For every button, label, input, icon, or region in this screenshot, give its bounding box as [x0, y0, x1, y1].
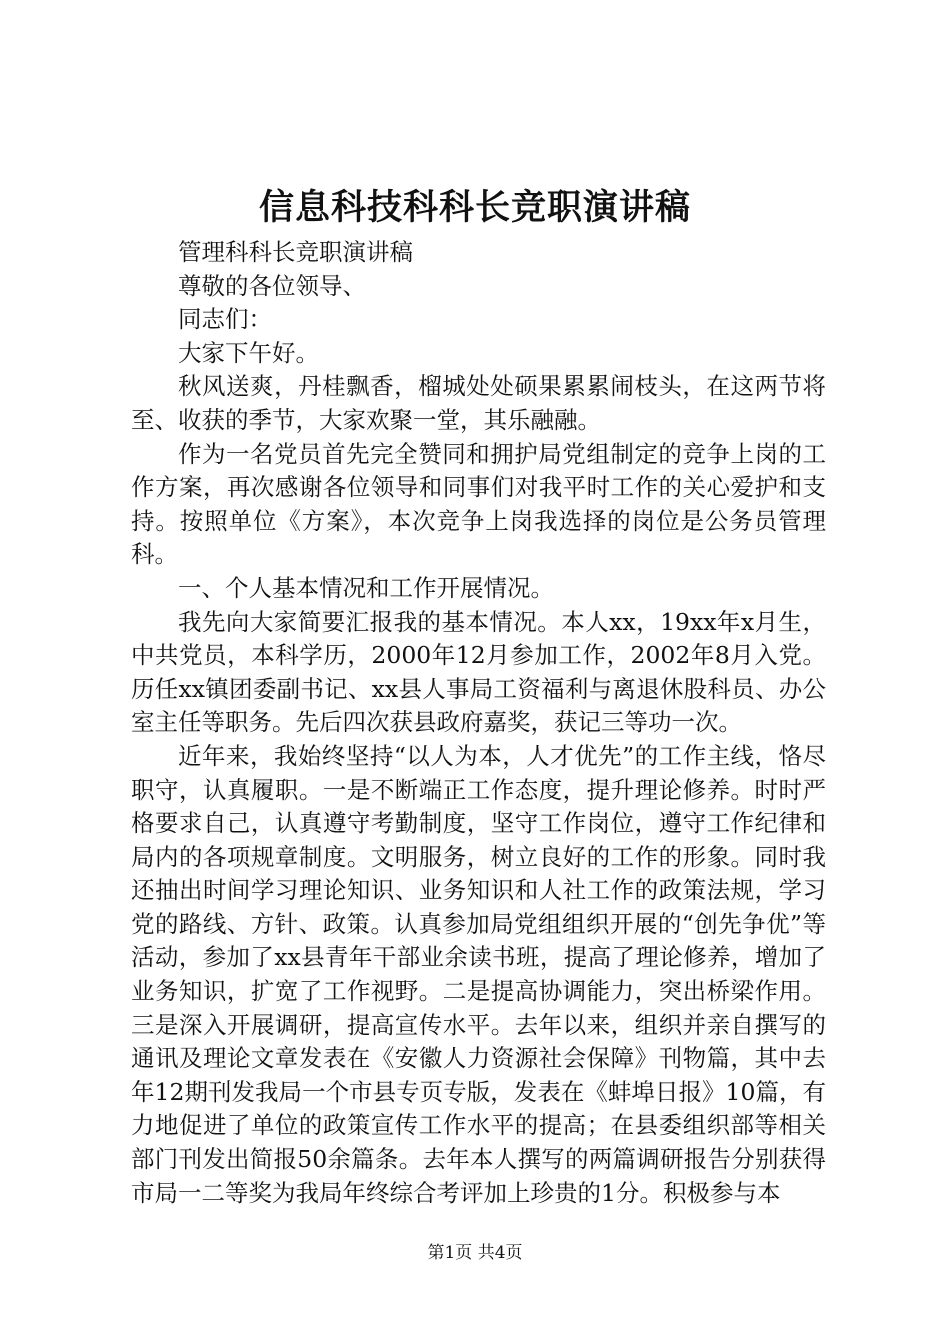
paragraph-salutation: 尊敬的各位领导、 — [178, 271, 366, 300]
page-number-footer: 第1页 共4页 — [427, 1243, 523, 1263]
paragraph-greeting: 大家下午好。 — [178, 338, 319, 367]
document-title: 信息科技科科长竞职演讲稿 — [258, 187, 691, 228]
paragraph-work-summary: 近年来，我始终坚持“以人为本，人才优先”的工作主线，恪尽职守，认真履职。一是不断端正工作态度，提升理论修养。时时严格要求自己，认真遵守考勤制度，坚守工作岗位，遵守工作纪律和局内的各项规章制度。文明服务，树立良好的工作的形象。同时我还抽出时间学习理论知识、业务知识和人社工作的政策法规，学习党的路线、方针、政策。认真参加局党组组织开展的“创先争优”等活动，参加了xx县青年干部业余读书班，提高了理论修养，增加了业务知识，扩宽了工作视野。二是提高协调能力，突出桥梁作用。三是深入开展调研，提高宣传水平。去年以来，组织并亲自撰写的通讯及理论文章发表在《安徽人力资源社会保障》刊物篇，其中去年12期刊发我局一个市县专页专版，发表在《蚌埠日报》10篇，有力地促进了单位的政策宣传工作水平的提高；在县委组织部等相关部门刊发出简报50余篇条。去年本人撰写的两篇调研报告分别获得市局一二等奖为我局年终综合考评加上珍贵的1分。积极参与本 — [131, 741, 826, 1207]
document-body — [131, 236, 826, 1210]
section-heading: 一、个人基本情况和工作开展情况。 — [178, 573, 554, 602]
paragraph-opening: 秋风送爽，丹桂飘香，榴城处处硕果累累闹枝头，在这两节将至、收获的季节，大家欢聚一堂，其乐融融。 — [131, 372, 826, 434]
paragraph-subtitle: 管理科科长竞职演讲稿 — [178, 238, 413, 266]
paragraph-intro: 作为一名党员首先完全赞同和拥护局党组制定的竞争上岗的工作方案，再次感谢各位领导和同事们对我平时工作的关心爱护和支持。按照单位《方案》，本次竞争上岗我选择的岗位是公务员管理科。 — [131, 439, 826, 569]
paragraph-basic-info: 我先向大家简要汇报我的基本情况。本人xx，19xx年x月生，中共党员，本科学历，2000年12月参加工作，2002年8月入党。历任xx镇团委副书记、xx县人事局工资福利与离退休股科员、办公室主任等职务。先后四次获县政府嘉奖，获记三等功一次。 — [131, 607, 826, 737]
paragraph-salutation-2: 同志们： — [178, 305, 272, 334]
